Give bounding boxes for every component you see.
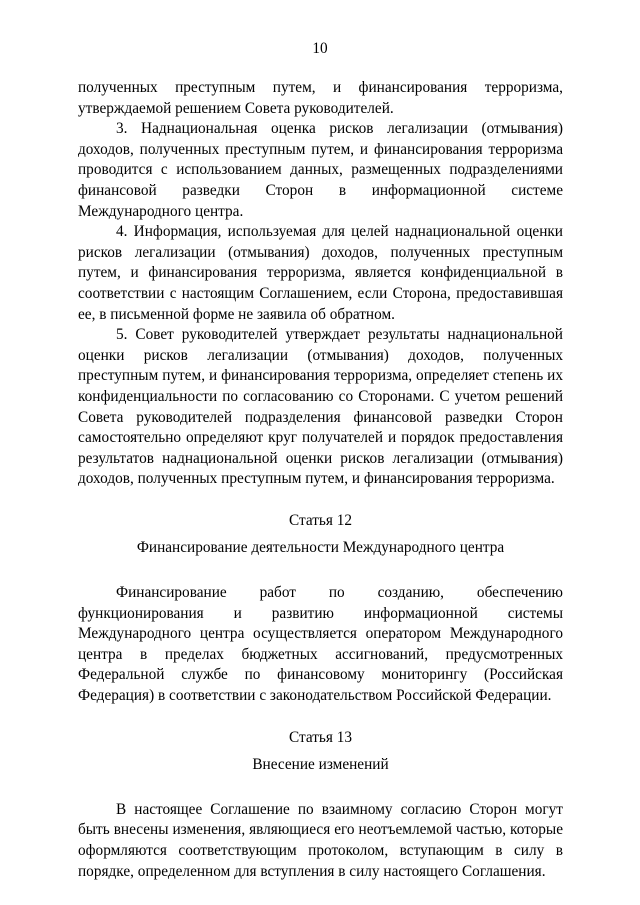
paragraph-item-4: 4. Информация, используемая для целей наднациональной оценки рисков легализации (отмывания) доходов, полученных преступным путем, и финансирования терроризма, является конфиденциальной в соответствии с настоящим Соглашением, если Сторона, предоставившая ее, в письменной форме не заявила об обратном. xyxy=(78,223,563,323)
article-12-heading: Финансирование деятельности Международного центра xyxy=(136,539,505,557)
paragraph-continuation: полученных преступным путем, и финансирования терроризма, утверждаемой решением Совета руководителей. xyxy=(78,79,563,117)
article-12-text: Финансирование работ по созданию, обеспечению функционирования и развитию информационной системы Международного центра осуществляется оператором Международного центра в пределах бюджетных ассигнований, предусмотренных Федеральной службе по финансовому мониторингу (Российская Федерация) в соответствии с законодательством Российской Федерации. xyxy=(78,584,563,705)
article-13-title: Статья 13 xyxy=(288,728,353,746)
paragraph-item-5: 5. Совет руководителей утверждает результаты наднациональной оценки рисков легализации (отмывания) доходов, полученных преступным путем, и финансирования терроризма, определяет степень их конфиденциальности по согласованию со Сторонами. С учетом решений Совета руководителей подразделения финансовой разведки Сторон самостоятельно определяют круг получателей и порядок предоставления результатов наднациональной оценки рисков легализации (отмывания) доходов, полученных преступным путем, и финансирования терроризма. xyxy=(78,326,563,488)
article-12-title: Статья 12 xyxy=(288,511,353,529)
document-body xyxy=(78,78,563,882)
article-13-heading: Внесение изменений xyxy=(252,756,389,774)
article-13-text: В настоящее Соглашение по взаимному согласию Сторон могут быть внесены изменения, являющиеся его неотъемлемой частью, которые оформляются соответствующим протоколом, вступающим в силу в порядке, определенном для вступления в силу настоящего Соглашения. xyxy=(78,800,563,880)
paragraph-item-3: 3. Наднациональная оценка рисков легализации (отмывания) доходов, полученных преступным путем, и финансирования терроризма проводится с использованием данных, размещенных подразделениями финансовой разведки Сторон в информационной системе Международного центра. xyxy=(78,120,563,220)
page-number: 10 xyxy=(312,40,328,57)
